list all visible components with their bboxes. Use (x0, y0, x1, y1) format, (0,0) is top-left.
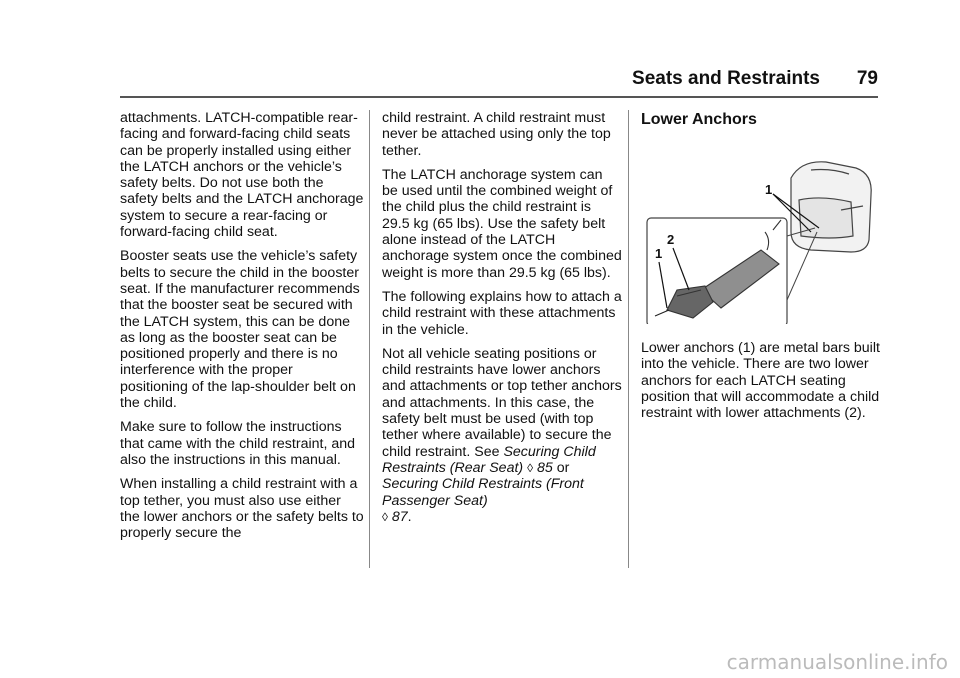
page-ref-icon: ◊ (382, 509, 388, 524)
paragraph: Lower anchors (1) are metal bars built into the vehicle. There are two lower anchors for each LATCH seating position that will accommodate a child restraint with lower attachments (2). (641, 340, 880, 422)
column-3 (641, 110, 881, 421)
paragraph-with-references (382, 346, 622, 525)
paragraph: child restraint. A child restraint must never be attached using only the top tether. (382, 110, 611, 159)
lower-anchors-illustration (641, 140, 881, 324)
column-divider-1 (369, 110, 370, 568)
reference-page-85[interactable]: 85 (536, 459, 553, 476)
page-number: 79 (856, 68, 878, 89)
page-ref-icon: ◊ (527, 460, 534, 475)
column-2 (382, 110, 622, 533)
watermark: carmanualsonline.info (726, 650, 948, 674)
callout-2-label: 2 (667, 232, 675, 247)
paragraph: The following explains how to attach a child restraint with these attachments in the vehicle. (382, 288, 622, 338)
child-seat-drawing (791, 162, 871, 252)
paragraph: attachments. LATCH-compatible rear-facing and forward-facing child seats can be properly installed using either the LATCH anchors or the vehicle’s safety belts. Do not use both the safety belts and the LATCH anchorage system to secure a rear-facing or forward-facing child seat. (120, 110, 364, 241)
paragraph: When installing a child restraint with a top tether, you must also use either the lower anchors or the safety belts to properly secure the (120, 476, 364, 542)
paragraph: Booster seats use the vehicle’s safety belts to secure the child in the booster seat. If the manufacturer recommends that the booster seat be secured with the LATCH system, this can be done as long as the booster seat can be positioned properly and there is no interference with the proper positioning of the lap-shoulder belt on the child. (120, 248, 360, 412)
paragraph-text: Not all vehicle seating positions or child restraints have lower anchors and attachments or top tether anchors and attachments. In this case, the safety belt must be used (with top tether where available) to secure the child restraint. See (382, 345, 622, 460)
column-1 (120, 110, 364, 549)
callout-1-inset-label: 1 (655, 246, 663, 261)
section-heading: Lower Anchors (641, 111, 757, 128)
reference-link-front-seat[interactable]: Securing Child Restraints (Front Passenger Seat) (382, 476, 584, 509)
column-divider-2 (628, 110, 629, 568)
reference-page-87[interactable]: 87 (391, 508, 408, 525)
or-text: or (556, 459, 570, 476)
paragraph: Make sure to follow the instructions that came with the child restraint, and also the instructions in this manual. (120, 419, 356, 468)
header-divider (120, 96, 878, 98)
reference-link-rear-seat[interactable]: Securing Child Restraints (Rear Seat) (382, 443, 596, 476)
callout-1-label: 1 (765, 182, 773, 197)
section-title: Seats and Restraints (632, 68, 820, 89)
period: . (407, 508, 412, 525)
lower-anchors-drawing (641, 140, 881, 324)
paragraph: The LATCH anchorage system can be used until the combined weight of the child plus the child restraint is 29.5 kg (65 lbs). Use the safety belt alone instead of the LATCH anchorage system once the combined weight is more than 29.5 kg (65 lbs). (382, 166, 622, 281)
